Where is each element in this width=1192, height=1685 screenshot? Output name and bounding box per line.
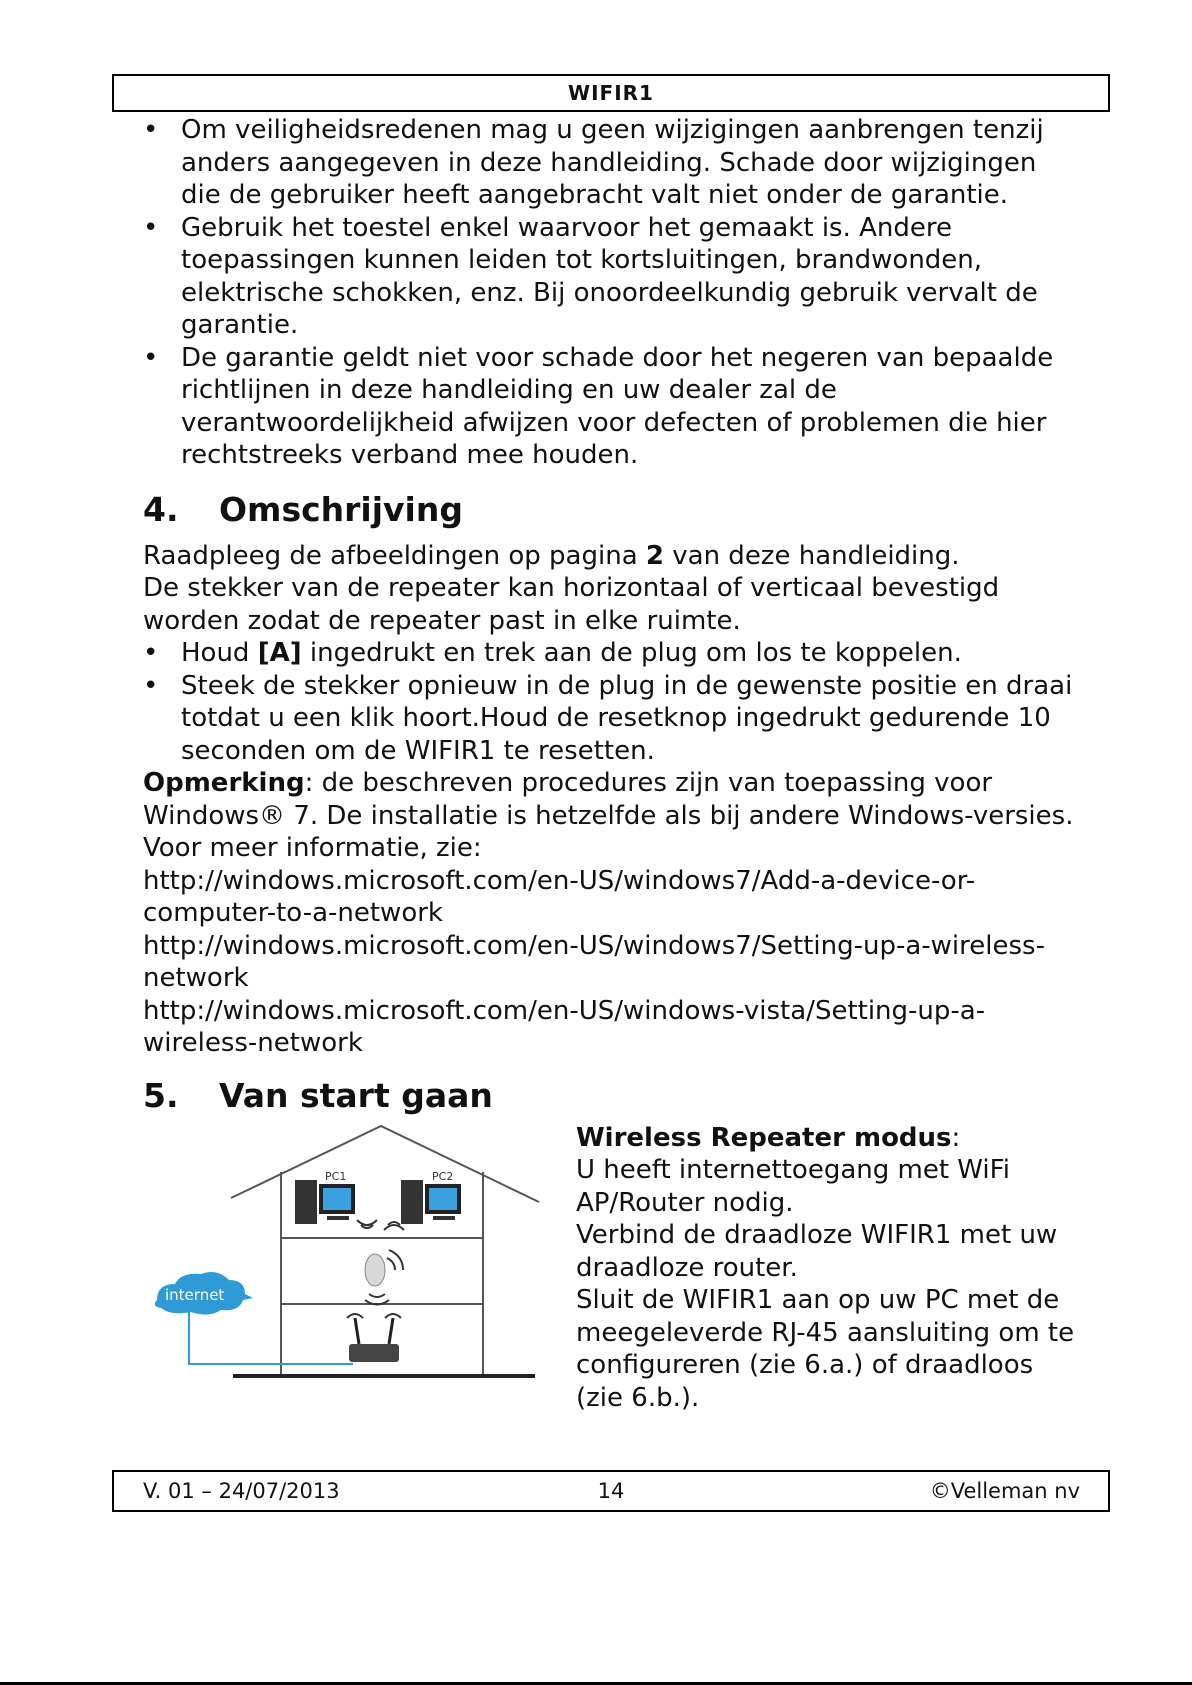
roof-line	[231, 1126, 539, 1202]
link[interactable]: http://windows.microsoft.com/en-US/windows7/Setting-up-a-wireless-network	[143, 930, 1045, 993]
list-item: • Gebruik het toestel enkel waarvoor het gemaakt is. Andere toepassingen kunnen leiden tot kortsluitingen, brandwonden, elektrische schokken, enz. Bij onoordeelkundig gebruik vervalt de garantie.	[143, 212, 1083, 342]
network-diagram-illustration	[143, 1122, 543, 1432]
page-header	[112, 74, 1110, 112]
section-number: 5.	[143, 1075, 179, 1115]
link-list	[143, 865, 1083, 1060]
footer-page-number: 14	[597, 1479, 625, 1503]
header-title: WIFIR1	[568, 81, 654, 105]
page-footer	[112, 1470, 1110, 1512]
repeater-icon	[365, 1254, 385, 1286]
mode-heading	[576, 1122, 1086, 1155]
section-title: Van start gaan	[219, 1075, 493, 1115]
link[interactable]: http://windows.microsoft.com/en-US/windows7/Add-a-device-or-computer-to-a-network	[143, 865, 976, 928]
wifi-signal-icon	[347, 1314, 401, 1318]
repeater-mode-block	[143, 1122, 1083, 1434]
mode-line: Sluit de WIFIR1 aan op uw PC met de meegeleverde RJ-45 aansluiting om te configureren (zie 6.a.) of draadloos (zie 6.b.).	[576, 1285, 1075, 1413]
note-label: Opmerking	[143, 768, 305, 798]
pc2-icon	[401, 1180, 461, 1224]
network-cable	[189, 1312, 353, 1364]
mode-line: U heeft internettoegang met WiFi AP/Router nodig.	[576, 1155, 1010, 1218]
wifi-signal-icon	[357, 1220, 404, 1230]
internet-label: internet	[165, 1285, 225, 1304]
pc2-label: PC2	[432, 1169, 454, 1183]
list-item: • Steek de stekker opnieuw in de plug in de gewenste positie en draai totdat u een klik hoort.Houd de resetknop ingedrukt gedurende 10 seconden om de WIFIR1 te resetten.	[143, 670, 1083, 768]
instruction-list	[143, 637, 1083, 767]
list-item: • De garantie geldt niet voor schade door het negeren van bepaalde richtlijnen in deze handleiding en uw dealer zal de verantwoordelijkheid afwijzen voor defecten of problemen die hier rechtstreeks verband mee houden.	[143, 342, 1083, 472]
intro-text-end: van deze handleiding.	[663, 540, 960, 571]
pc1-label: PC1	[325, 1169, 347, 1183]
repeater-mode-text	[576, 1122, 1086, 1415]
list-item: • Om veiligheidsredenen mag u geen wijzigingen aanbrengen tenzij anders aangegeven in deze handleiding. Schade door wijzigingen die de gebruiker heeft aangebracht valt niet onder de garantie.	[143, 114, 1083, 212]
bullet-text-end: ingedrukt en trek aan de plug om los te koppelen.	[301, 638, 962, 668]
link[interactable]: http://windows.microsoft.com/en-US/windows-vista/Setting-up-a-wireless-network	[143, 995, 986, 1058]
page-content	[143, 114, 1083, 1434]
intro-text: Raadpleeg de afbeeldingen op pagina	[143, 540, 646, 571]
part-reference: [A]	[257, 638, 302, 668]
footer-copyright: ©Velleman nv	[929, 1479, 1080, 1503]
pc1-icon	[295, 1180, 355, 1224]
section-title: Omschrijving	[219, 489, 463, 529]
intro-paragraph	[143, 540, 1083, 573]
list-item	[143, 637, 1083, 670]
footer-version: V. 01 – 24/07/2013	[143, 1479, 340, 1503]
section-heading-getting-started	[143, 1076, 1083, 1116]
page-reference: 2	[645, 540, 664, 571]
section-number: 4.	[143, 489, 179, 529]
plug-paragraph: De stekker van de repeater kan horizontaal of verticaal bevestigd worden zodat de repeater past in elke ruimte.	[143, 573, 1000, 636]
section-heading-description	[143, 490, 1083, 530]
mode-colon: :	[951, 1122, 961, 1153]
router-icon	[349, 1318, 399, 1362]
warning-list	[143, 114, 1083, 472]
bullet-text: Houd	[181, 638, 258, 668]
mode-line: Verbind de draadloze WIFIR1 met uw draadloze router.	[576, 1220, 1058, 1283]
note-paragraph	[143, 767, 1083, 865]
note-text: : de beschreven procedures zijn van toepassing voor Windows® 7. De installatie is hetzelfde als bij andere Windows-versies. Voor meer informatie, zie:	[143, 768, 1074, 863]
mode-title: Wireless Repeater modus	[576, 1122, 952, 1153]
